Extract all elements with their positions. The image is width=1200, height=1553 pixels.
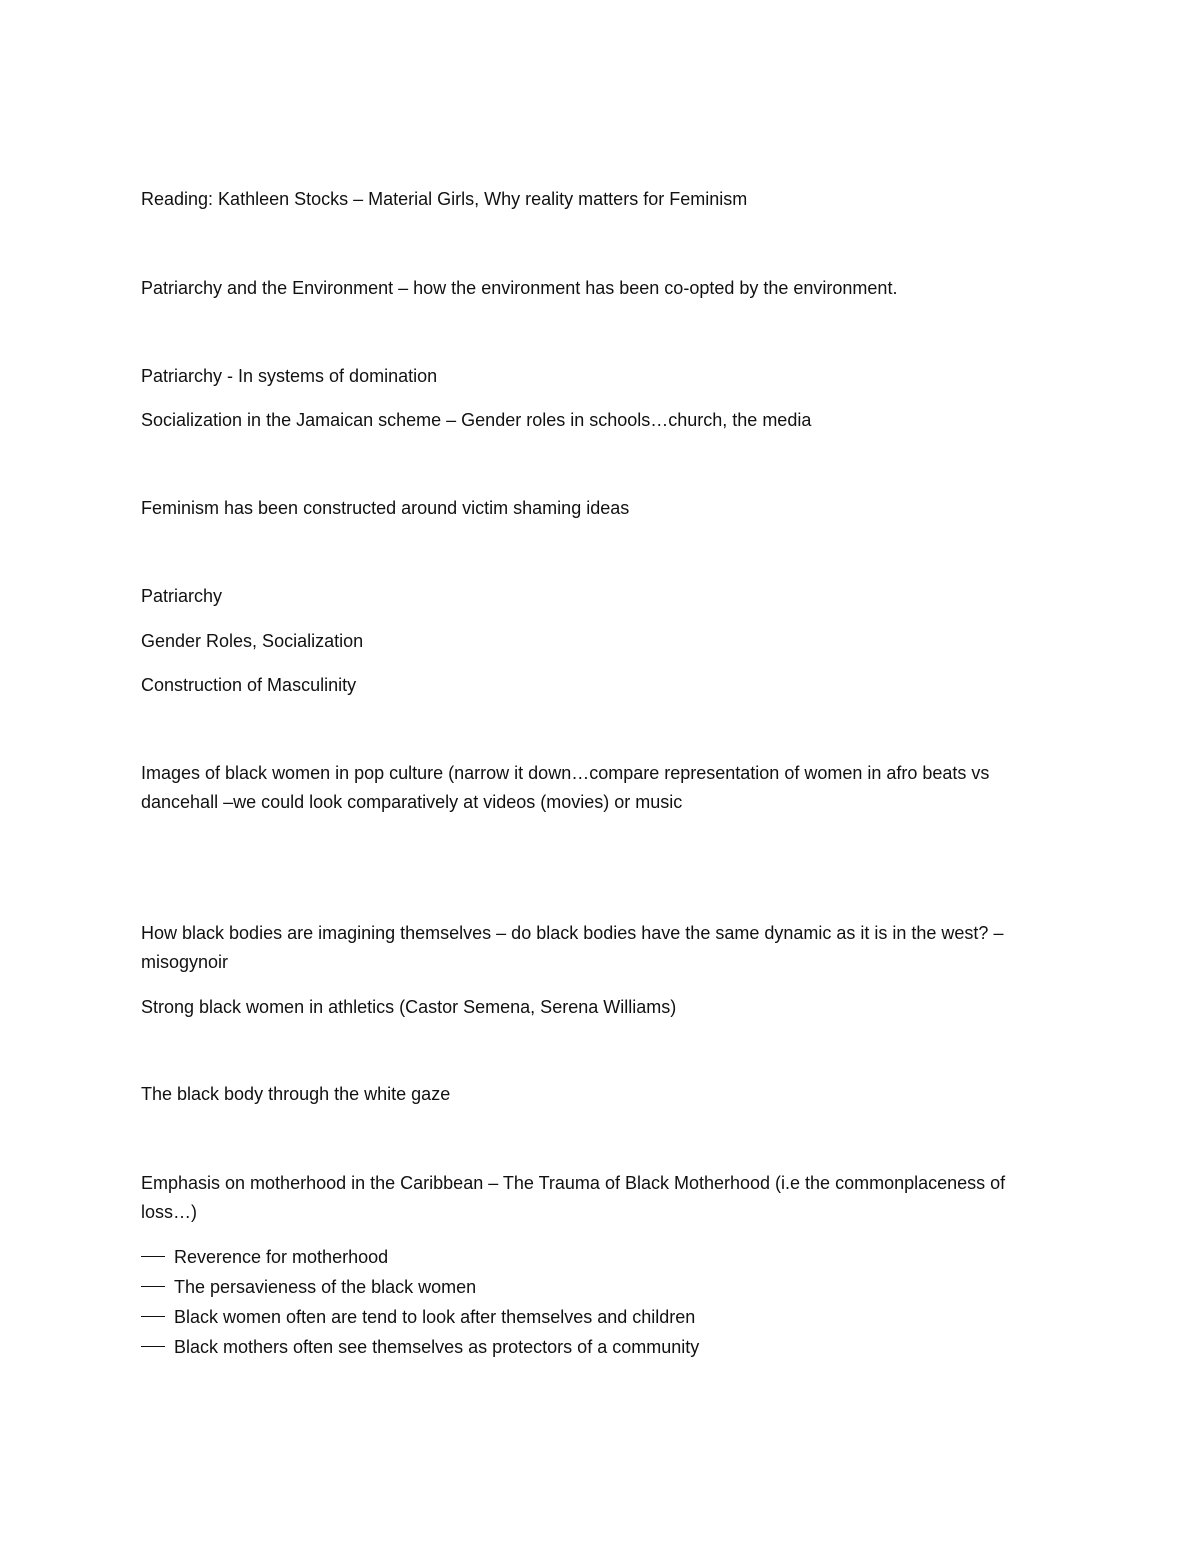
motherhood-bullet-list bbox=[141, 1242, 1061, 1362]
feminism-line: Feminism has been constructed around victim shaming ideas bbox=[141, 498, 630, 518]
list-item bbox=[141, 1332, 1061, 1362]
dash-icon bbox=[141, 1286, 165, 1287]
list-item-text: Black women often are tend to look after themselves and children bbox=[174, 1307, 696, 1327]
pop-culture-paragraph: Images of black women in pop culture (narrow it down…compare representation of women in afro beats vs dancehall –we could look comparatively at videos (movies) or music bbox=[141, 763, 990, 812]
domination-line: Patriarchy - In systems of domination bbox=[141, 366, 438, 386]
list-item-text: Black mothers often see themselves as protectors of a community bbox=[174, 1337, 700, 1357]
dash-icon bbox=[141, 1346, 165, 1347]
list-item bbox=[141, 1242, 1061, 1272]
patriarchy-heading: Patriarchy bbox=[141, 586, 223, 606]
list-item bbox=[141, 1302, 1061, 1332]
masculinity-line: Construction of Masculinity bbox=[141, 675, 357, 695]
list-item bbox=[141, 1272, 1061, 1302]
list-item-text: The persavieness of the black women bbox=[174, 1277, 477, 1297]
patriarchy-environment-line: Patriarchy and the Environment – how the environment has been co-opted by the environment. bbox=[141, 278, 898, 298]
dash-icon bbox=[141, 1256, 165, 1257]
gender-roles-line: Gender Roles, Socialization bbox=[141, 631, 364, 651]
dash-icon bbox=[141, 1316, 165, 1317]
athletics-line: Strong black women in athletics (Castor Semena, Serena Williams) bbox=[141, 997, 677, 1017]
motherhood-paragraph: Emphasis on motherhood in the Caribbean – The Trauma of Black Motherhood (i.e the commonplaceness of loss…) bbox=[141, 1173, 1006, 1222]
list-item-text: Reverence for motherhood bbox=[174, 1247, 389, 1267]
reading-line: Reading: Kathleen Stocks – Material Girls, Why reality matters for Feminism bbox=[141, 189, 748, 209]
socialization-line: Socialization in the Jamaican scheme – Gender roles in schools…church, the media bbox=[141, 410, 812, 430]
white-gaze-line: The black body through the white gaze bbox=[141, 1084, 451, 1104]
black-bodies-paragraph: How black bodies are imagining themselves – do black bodies have the same dynamic as it is in the west? – misogynoir bbox=[141, 923, 1004, 972]
